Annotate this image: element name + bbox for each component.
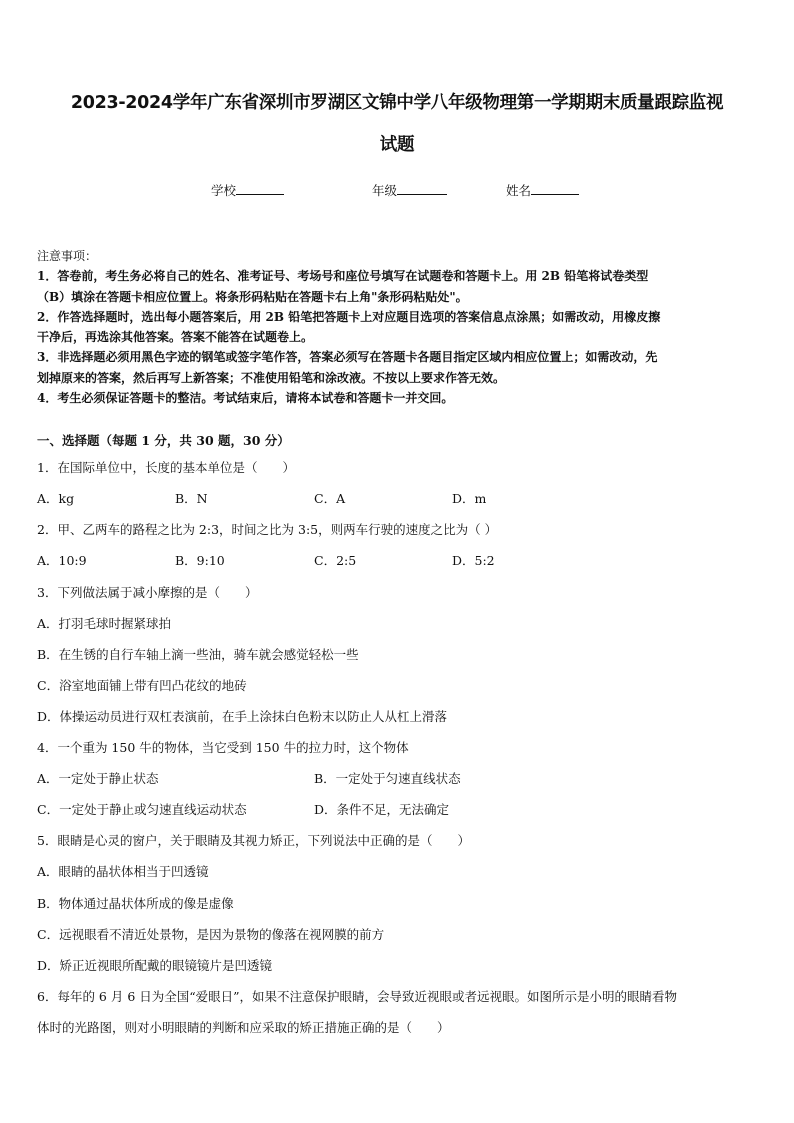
name-blank[interactable]	[531, 181, 579, 195]
question-5-option-c[interactable]: C．远视眼看不清近处景物，是因为景物的像落在视网膜的前方	[37, 927, 385, 942]
question-3-option-b[interactable]: B．在生锈的自行车轴上滴一些油，骑车就会感觉轻松一些	[37, 647, 359, 662]
question-2-option-b[interactable]: B．9:10	[175, 553, 225, 568]
notes-item3-line1: 3．非选择题必须用黑色字迹的钢笔或签字笔作答，答案必须写在答题卡各题目指定区域内相应位置上；如需改动，先	[37, 350, 658, 365]
exam-title-line2: 试题	[379, 135, 415, 155]
notes-item2-line1: 2．作答选择题时，选出每小题答案后，用 2B 铅笔把答题卡上对应题目选项的答案信息点涂黑；如需改动，用橡皮擦	[37, 309, 661, 324]
question-3-option-c[interactable]: C．浴室地面铺上带有凹凸花纹的地砖	[37, 678, 247, 693]
question-4-option-c[interactable]: C．一定处于静止或匀速直线运动状态	[37, 802, 247, 817]
notes-heading: 注意事项：	[37, 249, 98, 263]
exam-title-line1: 2023-2024学年广东省深圳市罗湖区文锦中学八年级物理第一学期期末质量跟踪监视	[70, 93, 724, 113]
question-3-stem: 3．下列做法属于减小摩擦的是（ ）	[37, 585, 258, 600]
question-3-option-a[interactable]: A．打羽毛球时握紧球拍	[37, 616, 172, 631]
notes-item1-line1: 1．答卷前，考生务必将自己的姓名、准考证号、考场号和座位号填写在试题卷和答题卡上。用 2B 铅笔将试卷类型	[37, 269, 649, 284]
question-1-option-d[interactable]: D．m	[452, 491, 487, 506]
question-2-option-c[interactable]: C．2:5	[314, 553, 357, 568]
question-4-option-a[interactable]: A．一定处于静止状态	[37, 771, 159, 786]
question-3-option-d[interactable]: D．体操运动员进行双杠表演前，在手上涂抹白色粉末以防止人从杠上滑落	[37, 709, 448, 724]
notes-item1-line2: （B）填涂在答题卡相应位置上。将条形码粘贴在答题卡右上角"条形码粘贴处"。	[37, 289, 468, 304]
question-2-option-d[interactable]: D．5:2	[452, 553, 495, 568]
notes-item3-line2: 划掉原来的答案，然后再写上新答案；不准使用铅笔和涂改液。不按以上要求作答无效。	[37, 370, 506, 385]
question-4-option-d[interactable]: D．条件不足，无法确定	[314, 802, 450, 817]
question-2-stem: 2．甲、乙两车的路程之比为 2:3，时间之比为 3:5，则两车行驶的速度之比为（ ）	[37, 522, 498, 537]
grade-label: 年级	[372, 183, 398, 198]
grade-blank[interactable]	[397, 181, 447, 195]
question-6-stem-line1: 6．每年的 6 月 6 日为全国“爱眼日”，如果不注意保护眼睛，会导致近视眼或者远视眼。如图所示是小明的眼睛看物	[37, 989, 678, 1004]
name-label: 姓名	[506, 183, 532, 198]
school-field[interactable]	[211, 181, 284, 199]
exam-notes	[37, 246, 757, 408]
question-2-option-a[interactable]: A．10:9	[37, 553, 87, 568]
question-4-stem: 4．一个重为 150 牛的物体，当它受到 150 牛的拉力时，这个物体	[37, 740, 409, 755]
question-1-stem: 1．在国际单位中，长度的基本单位是（ ）	[37, 460, 295, 475]
school-label: 学校	[211, 183, 237, 198]
question-1-option-c[interactable]: C．A	[314, 491, 346, 506]
student-info-row	[0, 181, 794, 201]
notes-item2-line2: 干净后，再选涂其他答案。答案不能答在试题卷上。	[37, 330, 314, 345]
question-1-option-a[interactable]: A．kg	[37, 491, 75, 506]
question-4-option-b[interactable]: B．一定处于匀速直线状态	[314, 771, 461, 786]
question-1-option-b[interactable]: B．N	[175, 491, 208, 506]
question-5-option-d[interactable]: D．矫正近视眼所配戴的眼镜镜片是凹透镜	[37, 958, 273, 973]
question-6-stem-line2: 体时的光路图，则对小明眼睛的判断和应采取的矫正措施正确的是（ ）	[37, 1020, 450, 1035]
name-field[interactable]	[506, 181, 579, 199]
section1-heading: 一、选择题（每题 1 分，共 30 题，30 分）	[37, 433, 290, 448]
school-blank[interactable]	[236, 181, 284, 195]
question-5-stem: 5．眼睛是心灵的窗户，关于眼睛及其视力矫正，下列说法中正确的是（ ）	[37, 833, 470, 848]
notes-item4: 4．考生必须保证答题卡的整洁。考试结束后，请将本试卷和答题卡一并交回。	[37, 391, 454, 406]
question-5-option-a[interactable]: A．眼睛的晶状体相当于凹透镜	[37, 864, 209, 879]
question-5-option-b[interactable]: B．物体通过晶状体所成的像是虚像	[37, 896, 234, 911]
grade-field[interactable]	[372, 181, 447, 199]
